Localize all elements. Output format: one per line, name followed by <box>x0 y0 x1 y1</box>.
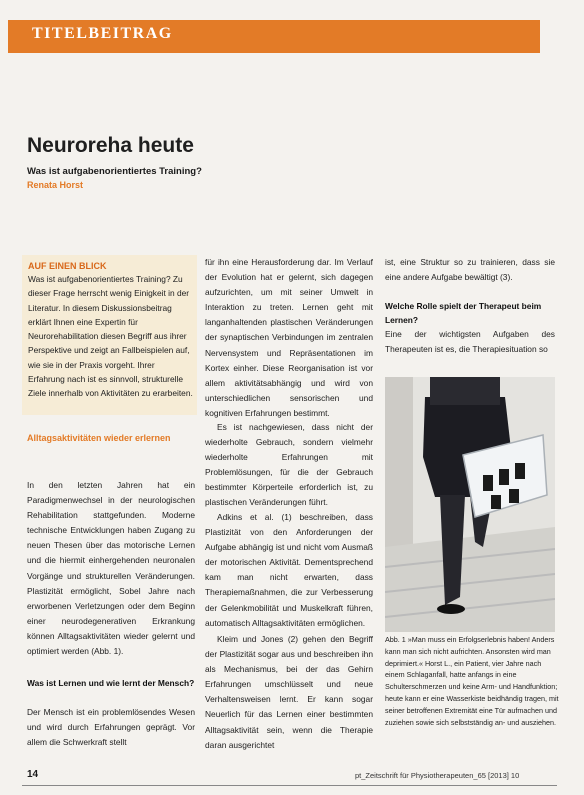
patient-carrying-crate-illustration <box>385 377 555 632</box>
patient-photo <box>385 377 555 632</box>
article-title: Neuroreha heute <box>27 134 194 157</box>
body-column-3-p2: Eine der wichtigsten Aufgaben des Therapeuten ist es, die Therapiesituation so <box>385 329 555 355</box>
summary-text: Was ist aufgabenorientiertes Training? Zu dieser Frage herrscht wenig Einigkeit in der Literatur. In diesem Diskussionsbeitrag erklärt Ihnen eine Expertin für Neurorehabilitation diesen Begriff aus ihrer Perspektive und zeigt an Fallbeispielen auf, wie sie in der Praxis vorgeht. Ihrer Erfahrung nach ist es sinnvoll, strukturelle Ziele innerhalb von Aktivitäten zu erarbeiten. <box>28 274 193 399</box>
section-heading: Alltagsaktivitäten wieder erlernen <box>27 433 171 443</box>
question-heading-1: Was ist Lernen und wie lernt der Mensch? <box>27 678 195 688</box>
question-heading-2: Welche Rolle spielt der Therapeut beim Lernen? <box>385 301 542 325</box>
journal-footer: pt_Zeitschrift für Physiotherapeuten_65 [2013] 10 <box>355 771 520 780</box>
page-number: 14 <box>27 769 39 780</box>
section-banner <box>8 20 540 53</box>
article-author: Renata Horst <box>27 180 84 190</box>
body-column-2-p2: Es ist nachgewiesen, dass nicht der wiederholte Gebrauch, sondern vielmehr wiederholte Erfahrungen mit Problemlösungen, für die der Gebrauch bestimmter Körperteile erforderlich ist, zu plastischen Veränderungen führt. <box>205 422 373 508</box>
summary-heading: AUF EINEN BLICK <box>28 261 107 271</box>
section-label: TITELBEITRAG <box>32 25 173 42</box>
footer-rule <box>22 785 557 786</box>
body-column-2-p3: Adkins et al. (1) beschreiben, dass Plastizität von den Anforderungen der Aufgabe abhängig ist und nicht vom Ausmaß der motorischen Aktivität. Dementsprechend kam man nicht erwarten, dass Therapiemaßnahmen, die zur Verbesserung der Gelenkmobilität und Muskelkraft führen, automatisch Alltagsaktivitäten ermöglichen. <box>205 512 373 628</box>
article-subtitle: Was ist aufgabenorientiertes Training? <box>27 166 202 177</box>
figure-caption: Abb. 1 »Man muss ein Erfolgserlebnis haben! Anders kann man sich nicht aufrichten. Ansonsten wird man deprimiert.« Horst L., ein Patient, vier Jahre nach einem Schlaganfall, hatte anfangs in eine Schulterschmerzen und keine Arm- und Handfunktion; heute kann er eine Wasserkiste beidhändig tragen, mit seiner betroffenen Extremität eine Tür aufmachen und zuziehen sowie sich selbstständig an- und ausziehen. <box>385 635 559 727</box>
summary-box <box>22 255 197 415</box>
body-column-1: In den letzten Jahren hat ein Paradigmenwechsel in der neurologischen Rehabilitation stattgefunden. Moderne technische Entwicklungen haben Zugang zu neuen Thesen über das motorische Lernen und die hiermit einhergehenden neuronalen Vorgänge und strukturellen Veränderungen. Plastizität ermöglicht, Sobel Jahre nach erworbenen Verletzungen oder dem Beginn einer neurodegenerativen Erkrankung können Alltagsaktivitäten wieder gelernt und optimiert werden (Abb. 1). <box>27 480 195 657</box>
body-column-2-p1: für ihn eine Herausforderung dar. Im Verlauf der Evolution hat er gelernt, sich dagegen aufzurichten, um mit seiner Umwelt in Interaktion zu treten. Lernen geht mit langanhaltenden plastischen Veränderungen der synaptischen Verbindungen im zentralen Nervensystem und Repräsentationen im Kortex einher. Diese Reorganisation ist vor allem aktivitätsabhängig und wird von unterschiedlichen sensorischen und kognitiven Erfahrungen bestimmt. <box>205 257 373 418</box>
body-column-3-p1: ist, eine Struktur so zu trainieren, dass sie eine andere Aufgabe bewältigt (3). <box>385 257 555 283</box>
body-column-1-cont: Der Mensch ist ein problemlösendes Wesen und wird durch Erfahrungen geprägt. Vor allem die Schwerkraft stellt <box>27 707 195 748</box>
body-column-2-p4: Kleim und Jones (2) gehen den Begriff der Plastizität sogar aus und beschreiben ihn als Mechanismus, bei der das Gehirn Erfahrungen umschlüsselt und neue Verhaltensweisen lernt. Er kann sogar Neuerlich für das Lernen einer bestimmten Alltagsaktivität sein, wenn die Therapie daran ausgerichtet <box>205 634 373 750</box>
